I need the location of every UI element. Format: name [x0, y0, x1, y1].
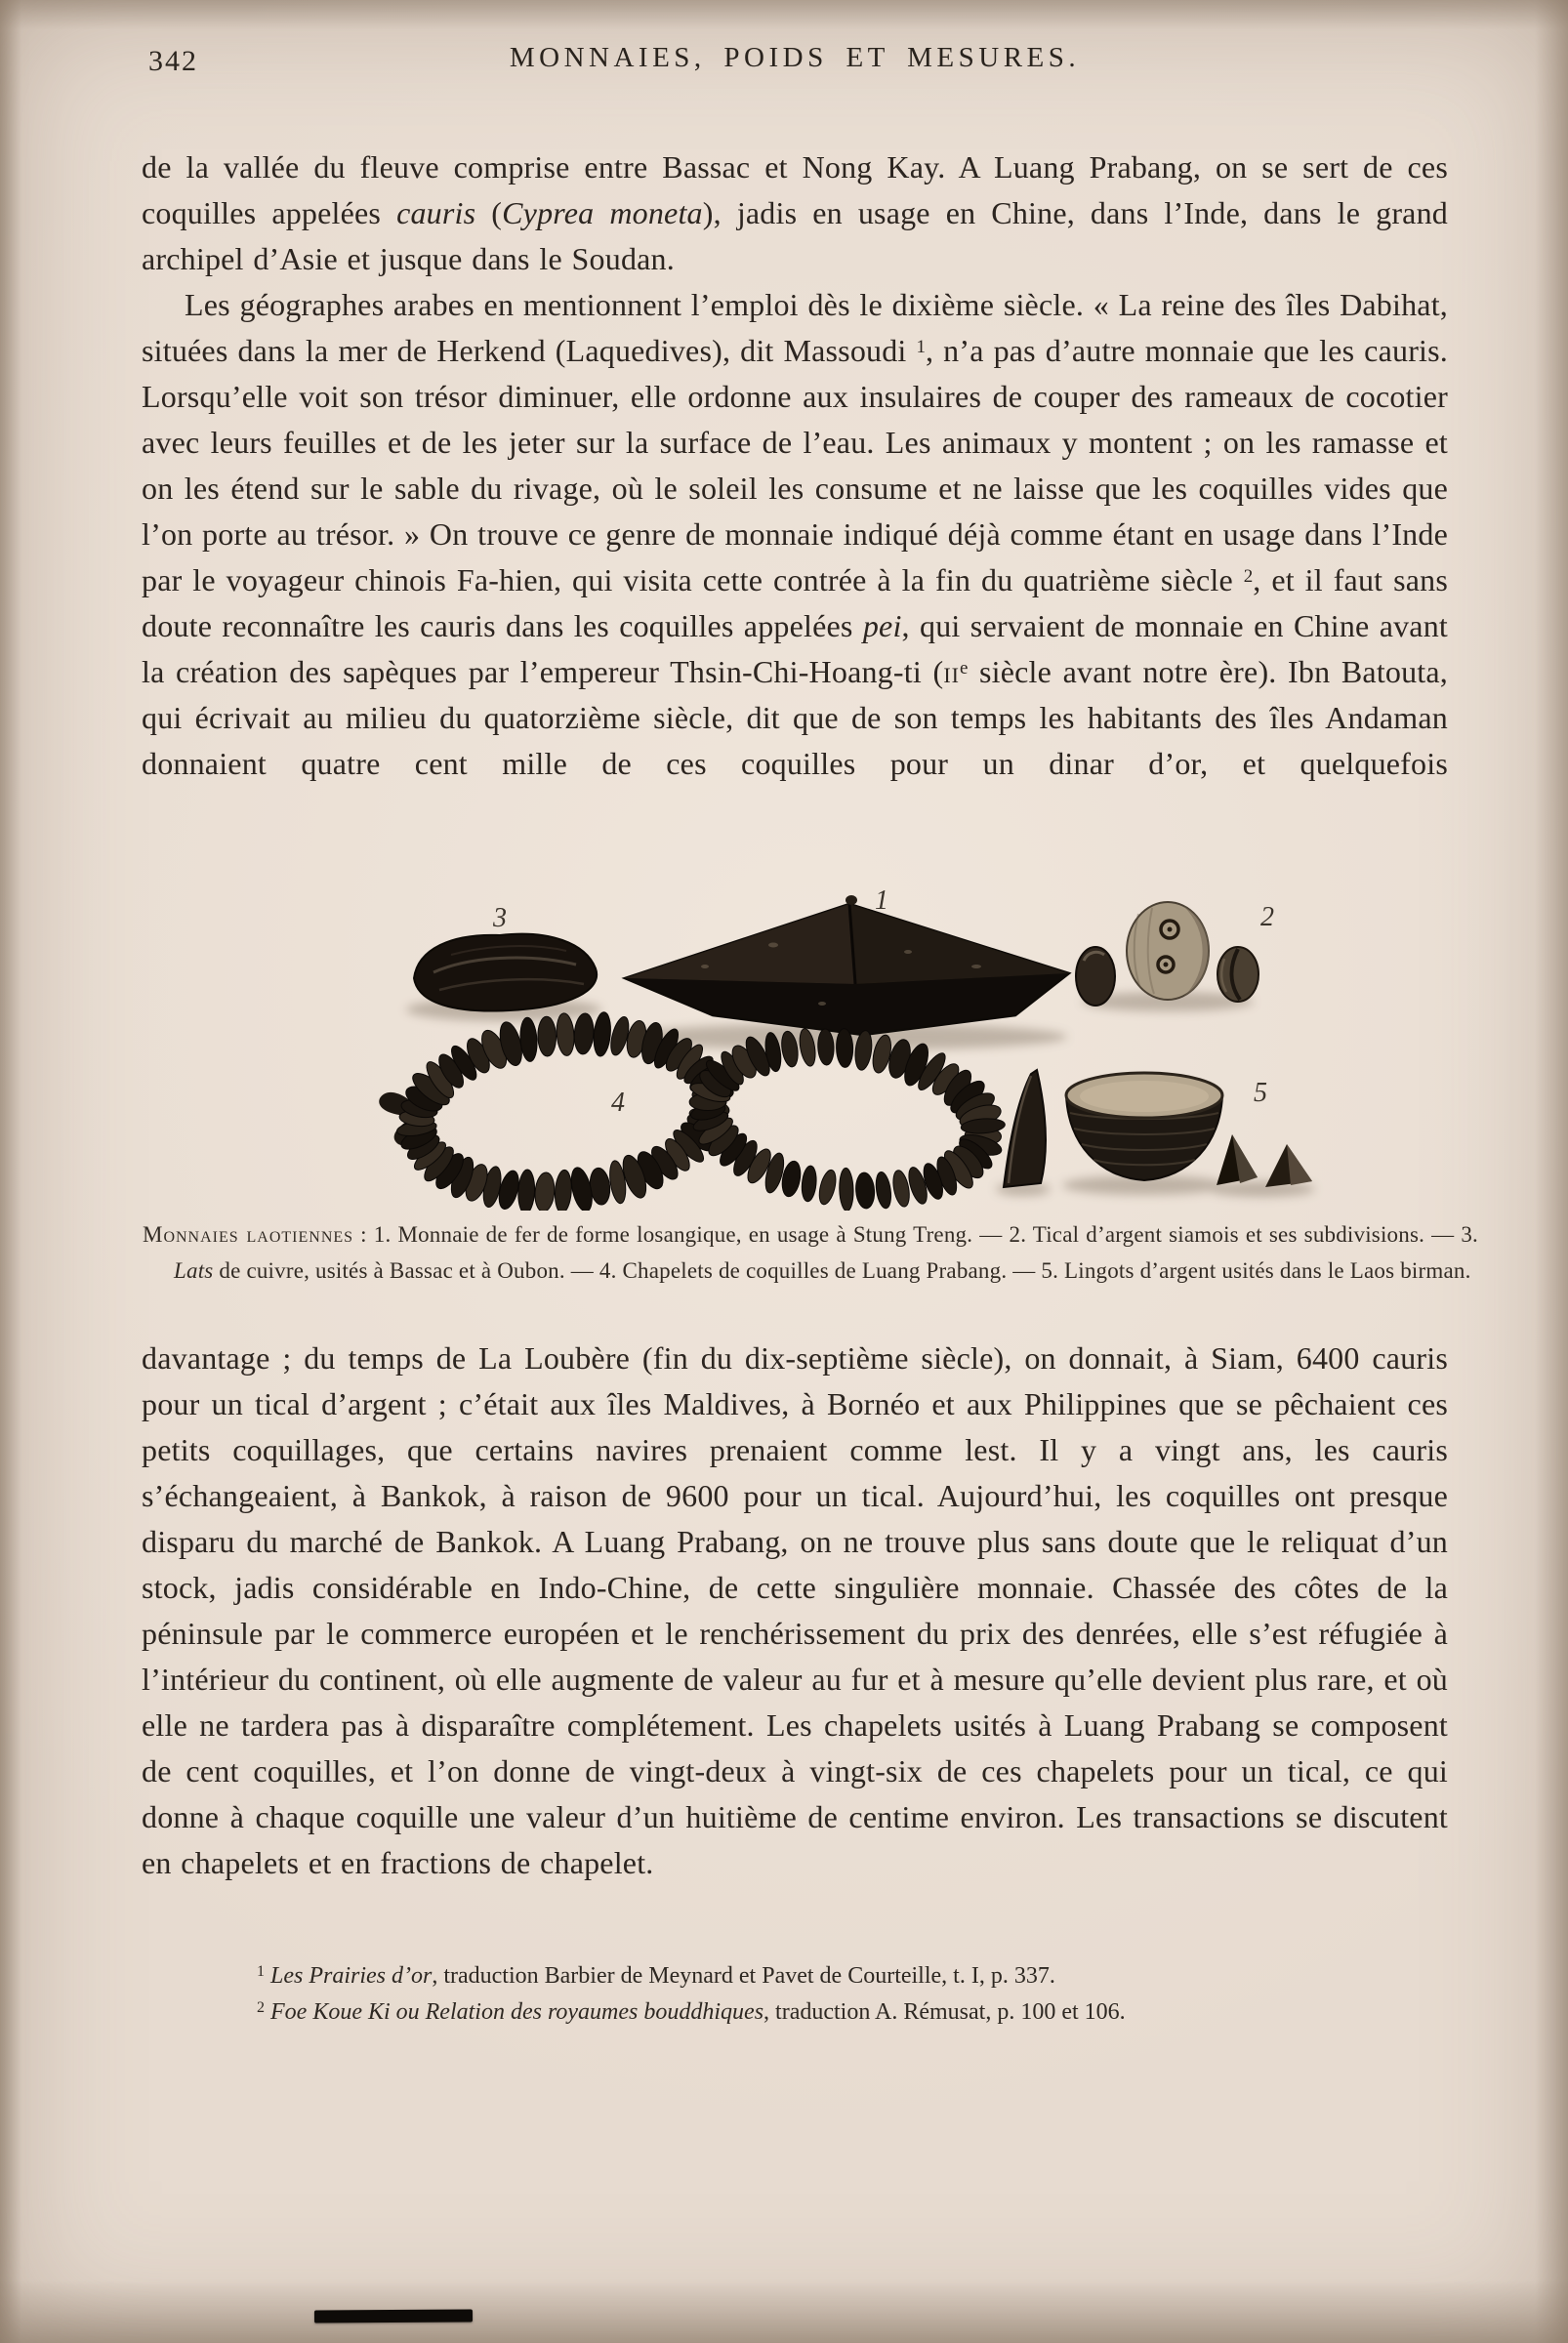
shell-bead [517, 1170, 536, 1211]
text-run: ( [475, 195, 503, 230]
text-run: 1 [257, 1963, 265, 1980]
text-run: pei [862, 608, 902, 643]
figure-item-label-1: 1 [875, 885, 888, 916]
shell-bead [554, 1170, 572, 1211]
text-run: , qui servaient de monnaie en Chine avant la création des sapèques par l’empereur Thsin-Chi-Hoang-ti ( [142, 608, 1448, 689]
shell-bead [533, 1172, 556, 1211]
shell-bead [556, 1012, 576, 1056]
text-run: : 1. Monnaie de fer de forme losangique, en usage à Stung Treng. — 2. Tical d’argent siamois et ses subdivisions. — 3. [353, 1222, 1478, 1247]
text-run: Lats [174, 1258, 214, 1283]
text-run: ii [943, 654, 960, 689]
text-run: , et il faut sans doute reconnaître les cauris dans les coquilles appelées [142, 562, 1449, 643]
text-run: davantage ; du temps de La Loubère (fin du dix-septième siècle), on donnait, à Siam, 6400 cauris pour un tical d’argent ; c’était aux îles Maldives, à Bornéo et aux Philippines que se pêchaient ces petits coquillages, que certains navires prenaient comme lest. Il y a vingt ans, les cauris s’échangeaient, à Bankok, à raison de 9600 pour un tical. Aujourd’hui, les coquilles ont presque disparu du marché de Bankok. A Luang Prabang, on ne trouve plus sans doute que le reliquat d’un stock, jadis considérable en Indo-Chine, de cette singulière monnaie. Chassée des côtes de la péninsule par le commerce européen et le renchérissement du prix des denrées, elle s’est réfugiée à l’intérieur du continent, où elle augmente de valeur au fur et à mesure qu’elle devient plus rare, et où elle ne tardera pas à disparaître complétement. Les chapelets usités à Luang Prabang se composent de cent coquilles, et l’on donne de vingt-deux à vingt-six de ces chapelets pour un tical, ce qui donne à chaque coquille une valeur d’un huitième de centime environ. Les transactions se discutent en chapelets et en fractions de chapelet. [142, 1340, 1448, 1880]
paragraph-davantage [142, 1336, 1448, 1886]
text-run: siècle avant notre ère). Ibn Batouta, qui écrivait au milieu du quatorzième siècle, dit que de son temps les habitants des îles Andaman donnaient quatre cent mille de ces coquilles pour un dinar d’or, et quelquefois [142, 654, 1449, 781]
figure-caption [143, 1216, 1478, 1289]
text-run: , n’a pas d’autre monnaie que les cauris. Lorsqu’elle voit son trésor diminuer, elle ordonne aux insulaires de couper des rameaux de cocotier avec leurs feuilles et de les jeter sur la surface de l’eau. Les animaux y montent ; on les ramasse et on les étend sur le sable du rivage, où le soleil les consume et ne laisse que les coquilles vides que l’on porte au trésor. » On trouve ce genre de monnaie indiqué déjà comme étant en usage dans l’Inde par le voyageur chinois Fa-hien, qui visita cette contrée à la fin du quatrième siècle [142, 333, 1448, 597]
text-run: , traduction A. Rémusat, p. 100 et 106. [763, 1999, 1126, 2025]
text-run: Cyprea moneta [502, 195, 703, 230]
text-run: Monnaies laotiennes [143, 1222, 354, 1247]
shell-bead [573, 1012, 595, 1054]
text-run: Les Prairies d’or [270, 1963, 433, 1989]
shell-bead [801, 1165, 818, 1202]
paragraph-continuation [142, 144, 1448, 282]
shell-bead [592, 1011, 612, 1057]
text-run: de cuivre, usités à Bassac et à Oubon. — 4. Chapelets de coquilles de Luang Prabang. — 5. Lingots d’argent usités dans le Laos birman. [213, 1258, 1471, 1283]
text-run: e [960, 658, 969, 678]
text-run: Les géographes arabes en mentionnent l’emploi dès le dixième siècle. « La reine des îles Dabihat, situées dans la mer de Herkend (Laquedives), dit Massoudi [142, 287, 1448, 368]
text-run: , traduction Barbier de Meynard et Pavet de Courteille, t. I, p. 337. [432, 1963, 1055, 1989]
footnote-1 [142, 1958, 1450, 1994]
footnote-2 [142, 1994, 1450, 2031]
running-header-title: MONNAIES, POIDS ET MESURES. [509, 42, 1081, 73]
shell-bead [839, 1168, 854, 1211]
body-text-upper [142, 144, 1448, 787]
shell-bead [874, 1171, 893, 1209]
engraving-illustration [0, 859, 1568, 1211]
shell-bead [537, 1016, 556, 1056]
shell-bead [854, 1172, 876, 1209]
scan-artifact-mark [314, 2309, 473, 2322]
shell-bead [816, 1169, 839, 1207]
text-run: ), jadis en usage en Chine, dans l’Inde, dans le grand archipel d’Asie et jusque dans le Soudan. [142, 195, 1448, 276]
figure-monnaies-laotiennes [0, 859, 1568, 1211]
figure-item-label-3: 3 [493, 903, 507, 933]
silver-tical-illustration [1076, 902, 1259, 1006]
figure-item-label-4: 4 [611, 1088, 625, 1118]
paragraph-geographes-arabes [142, 282, 1448, 787]
body-text-lower [142, 1336, 1448, 1886]
iron-lozenge-coin-illustration [625, 895, 1069, 1035]
text-run: 1 [916, 337, 926, 357]
text-run: Foe Koue Ki ou Relation des royaumes bouddhiques [270, 1999, 764, 2025]
figure-item-label-5: 5 [1254, 1078, 1267, 1108]
page-number: 342 [148, 45, 198, 77]
text-run: cauris [396, 195, 476, 230]
text-run: 2 [1243, 566, 1254, 587]
footnotes [142, 1958, 1450, 2031]
figure-item-label-2: 2 [1260, 902, 1274, 932]
copper-lat-illustration [414, 934, 597, 1011]
text-run: 2 [257, 1999, 265, 2016]
text-run: de la vallée du fleuve comprise entre Bassac et Nong Kay. A Luang Prabang, on se sert de ces coquilles appelées [142, 149, 1448, 230]
